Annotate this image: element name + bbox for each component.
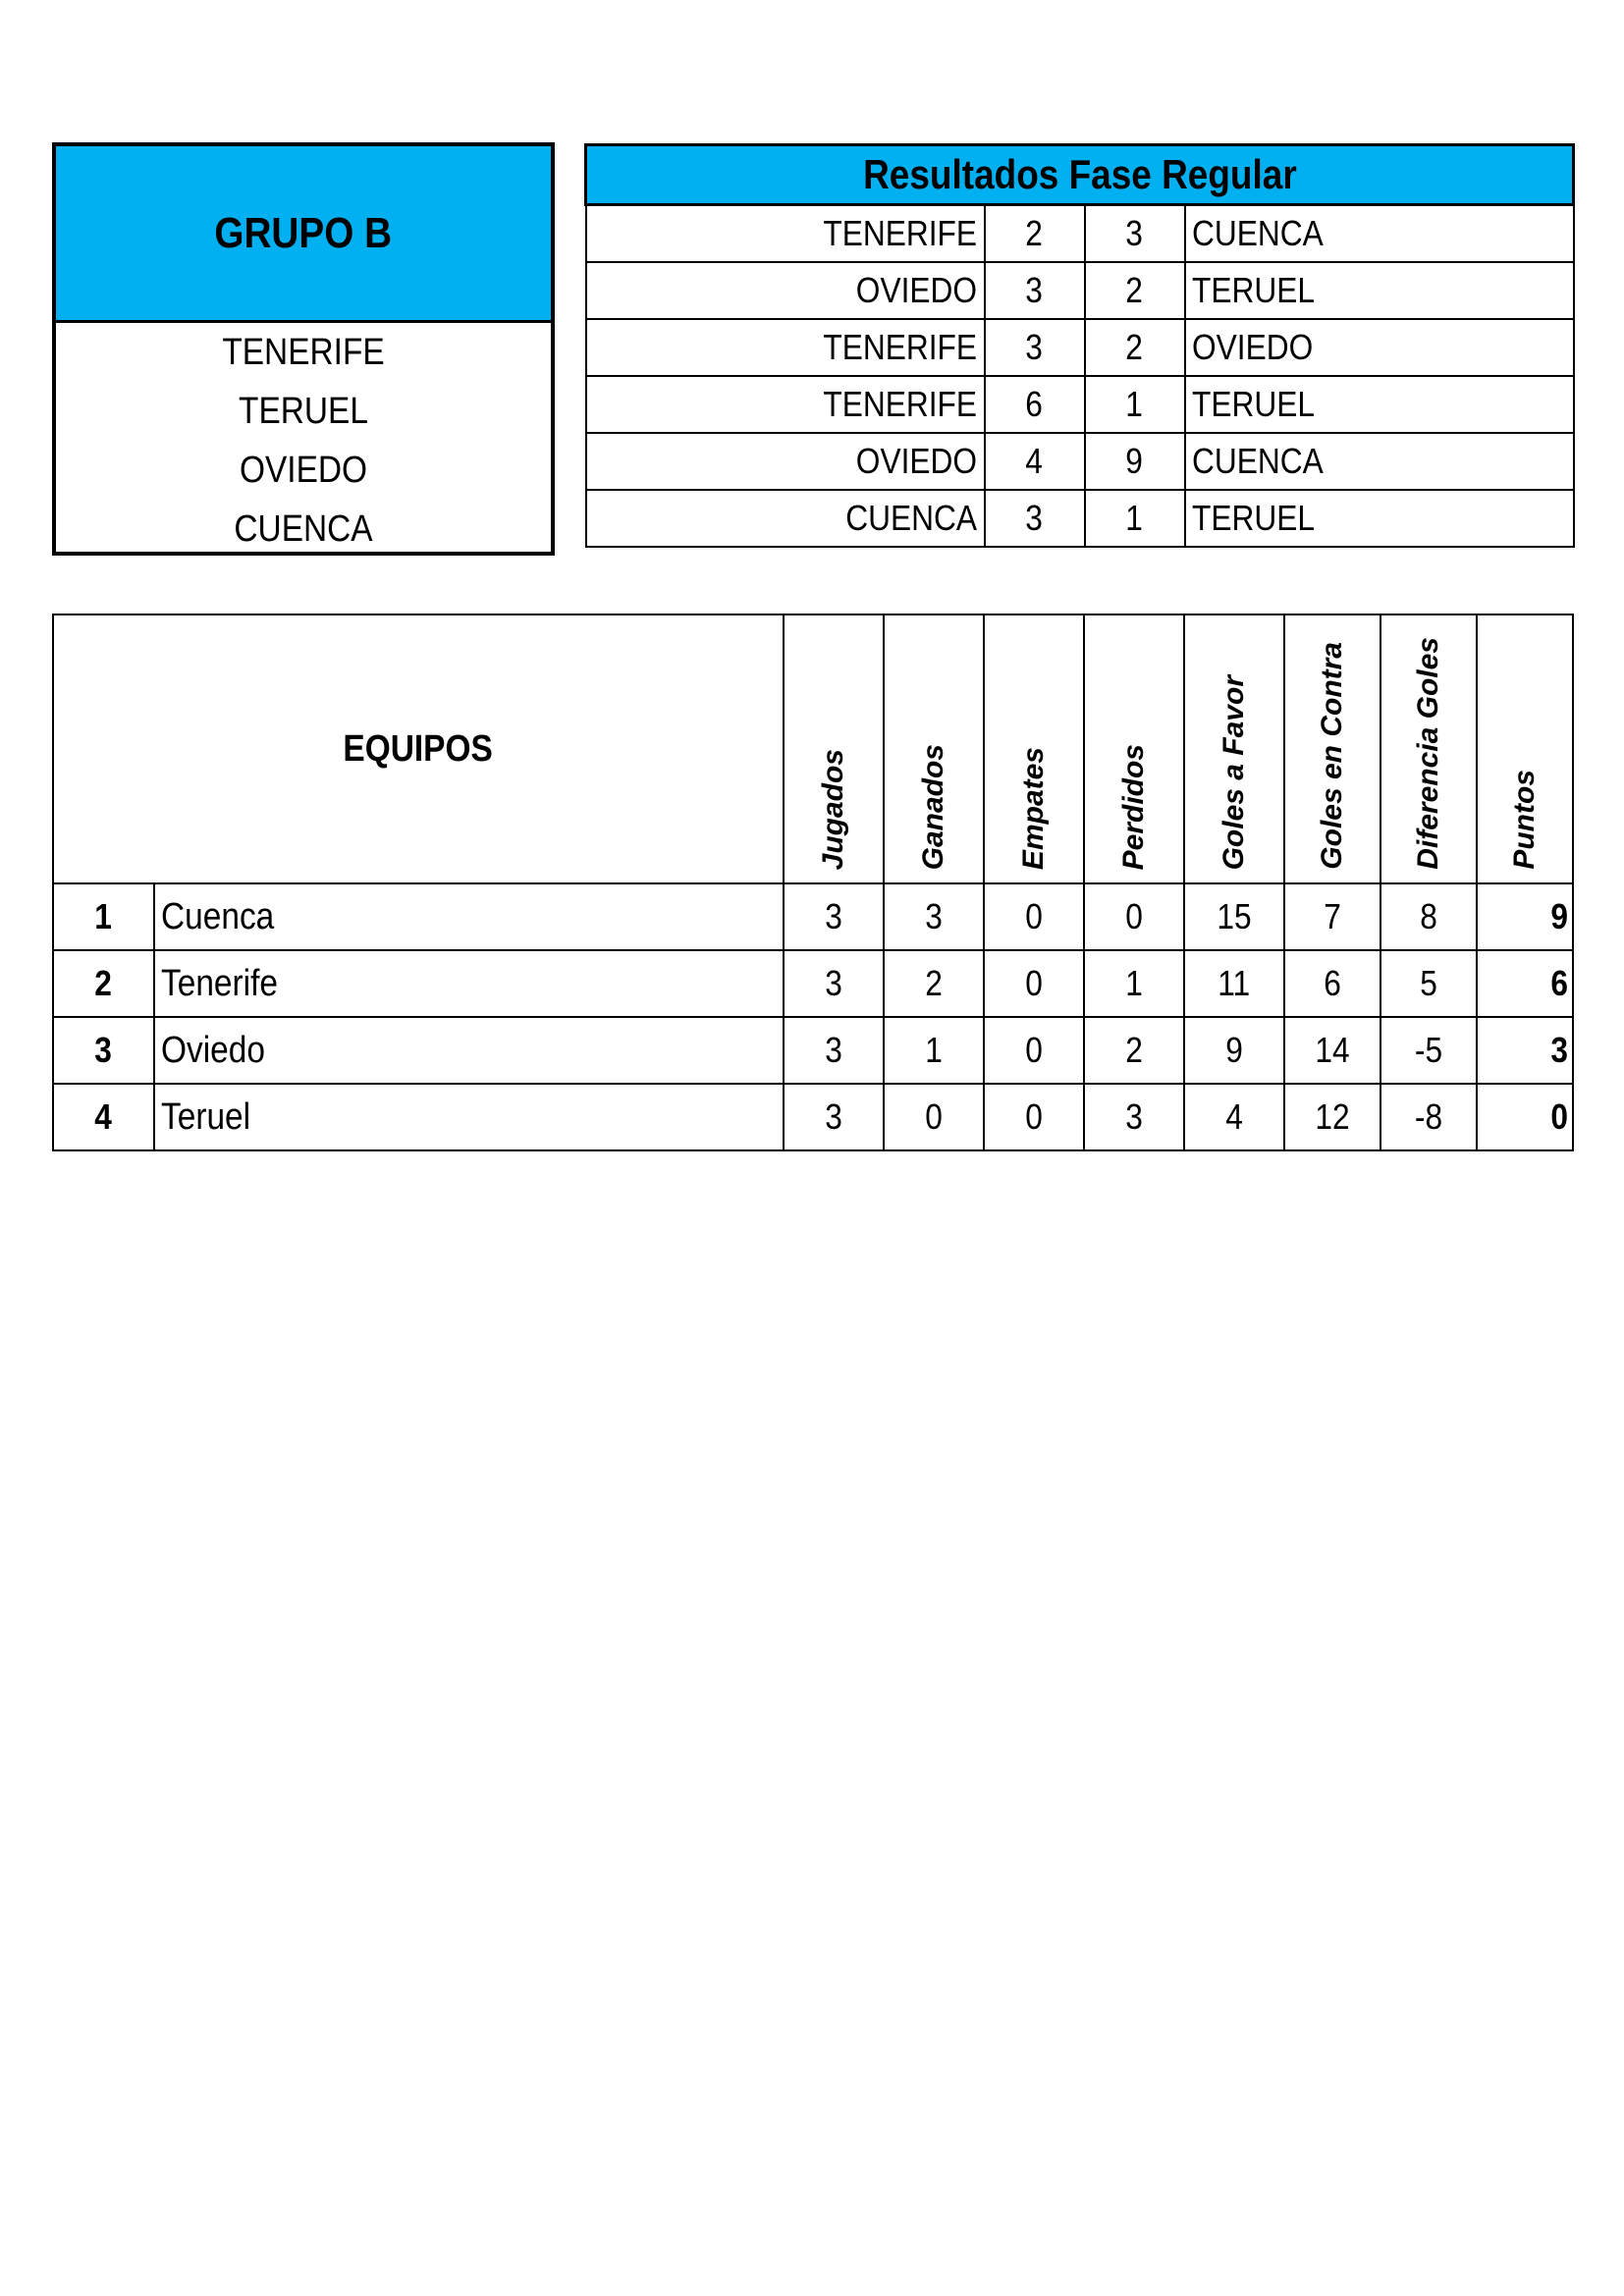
match-home-team: TENERIFE [586,319,985,376]
match-away-goals: 1 [1085,490,1185,547]
match-away-goals: 9 [1085,433,1185,490]
standing-drawn: 0 [984,950,1084,1017]
group-team: OVIEDO [239,449,368,491]
match-home-goals: 3 [985,262,1085,319]
standing-goal-difference: 5 [1380,950,1477,1017]
standing-team: Cuenca [154,883,784,950]
standing-goals-against: 7 [1284,883,1380,950]
standing-points: 6 [1477,950,1573,1017]
standing-played: 3 [784,883,884,950]
col-header-played: Jugados [784,614,884,883]
col-header-goals-against: Goles en Contra [1284,614,1380,883]
match-home-team: OVIEDO [586,262,985,319]
match-row [586,319,1574,376]
match-home-goals: 6 [985,376,1085,433]
match-away-team: TERUEL [1185,376,1574,433]
standing-goals-for: 11 [1184,950,1284,1017]
match-home-team: TENERIFE [586,205,985,263]
standing-points: 3 [1477,1017,1573,1084]
col-header-goals-for: Goles a Favor [1184,614,1284,883]
match-row [586,490,1574,547]
group-box [52,142,555,556]
col-header-drawn: Empates [984,614,1084,883]
match-away-team: TERUEL [1185,262,1574,319]
match-home-goals: 3 [985,319,1085,376]
standings-table [52,614,1574,1151]
standing-goals-against: 12 [1284,1084,1380,1150]
standing-lost: 1 [1084,950,1184,1017]
standing-team: Oviedo [154,1017,784,1084]
standing-won: 1 [884,1017,984,1084]
group-team-list [56,323,551,559]
standing-goal-difference: -8 [1380,1084,1477,1150]
standing-goals-against: 14 [1284,1017,1380,1084]
col-header-points: Puntos [1477,614,1573,883]
col-header-lost: Perdidos [1084,614,1184,883]
match-row [586,205,1574,263]
match-away-team: TERUEL [1185,490,1574,547]
match-row [586,262,1574,319]
match-away-team: CUENCA [1185,433,1574,490]
standing-lost: 2 [1084,1017,1184,1084]
group-team: TERUEL [239,390,368,432]
group-team: CUENCA [234,507,373,550]
match-away-goals: 3 [1085,205,1185,263]
match-home-goals: 3 [985,490,1085,547]
standing-won: 3 [884,883,984,950]
group-header [56,146,551,323]
match-row [586,376,1574,433]
standing-goals-for: 15 [1184,883,1284,950]
standing-drawn: 0 [984,883,1084,950]
standings-row [53,1017,1573,1084]
teams-header: EQUIPOS [53,614,784,883]
standing-played: 3 [784,1017,884,1084]
standing-lost: 3 [1084,1084,1184,1150]
match-home-team: CUENCA [586,490,985,547]
standing-goals-for: 9 [1184,1017,1284,1084]
standing-position: 3 [53,1017,154,1084]
match-home-team: TENERIFE [586,376,985,433]
standing-goals-for: 4 [1184,1084,1284,1150]
standing-points: 9 [1477,883,1573,950]
match-away-goals: 2 [1085,262,1185,319]
match-home-goals: 2 [985,205,1085,263]
standing-team: Teruel [154,1084,784,1150]
match-home-team: OVIEDO [586,433,985,490]
match-row [586,433,1574,490]
standing-position: 4 [53,1084,154,1150]
match-away-team: OVIEDO [1185,319,1574,376]
group-title: GRUPO B [214,208,393,257]
standings-row [53,1084,1573,1150]
col-header-goal-difference: Diferencia Goles [1380,614,1477,883]
results-title: Resultados Fase Regular [586,145,1574,205]
standing-drawn: 0 [984,1017,1084,1084]
standing-goal-difference: 8 [1380,883,1477,950]
standing-goal-difference: -5 [1380,1017,1477,1084]
standing-won: 2 [884,950,984,1017]
col-header-won: Ganados [884,614,984,883]
standing-won: 0 [884,1084,984,1150]
standing-played: 3 [784,950,884,1017]
standing-position: 2 [53,950,154,1017]
standing-lost: 0 [1084,883,1184,950]
match-away-goals: 2 [1085,319,1185,376]
standing-played: 3 [784,1084,884,1150]
match-away-goals: 1 [1085,376,1185,433]
standing-position: 1 [53,883,154,950]
standings-row [53,883,1573,950]
standings-row [53,950,1573,1017]
results-table [584,143,1575,548]
match-home-goals: 4 [985,433,1085,490]
standing-team: Tenerife [154,950,784,1017]
group-team: TENERIFE [222,331,385,373]
match-away-team: CUENCA [1185,205,1574,263]
standing-goals-against: 6 [1284,950,1380,1017]
standing-points: 0 [1477,1084,1573,1150]
standing-drawn: 0 [984,1084,1084,1150]
